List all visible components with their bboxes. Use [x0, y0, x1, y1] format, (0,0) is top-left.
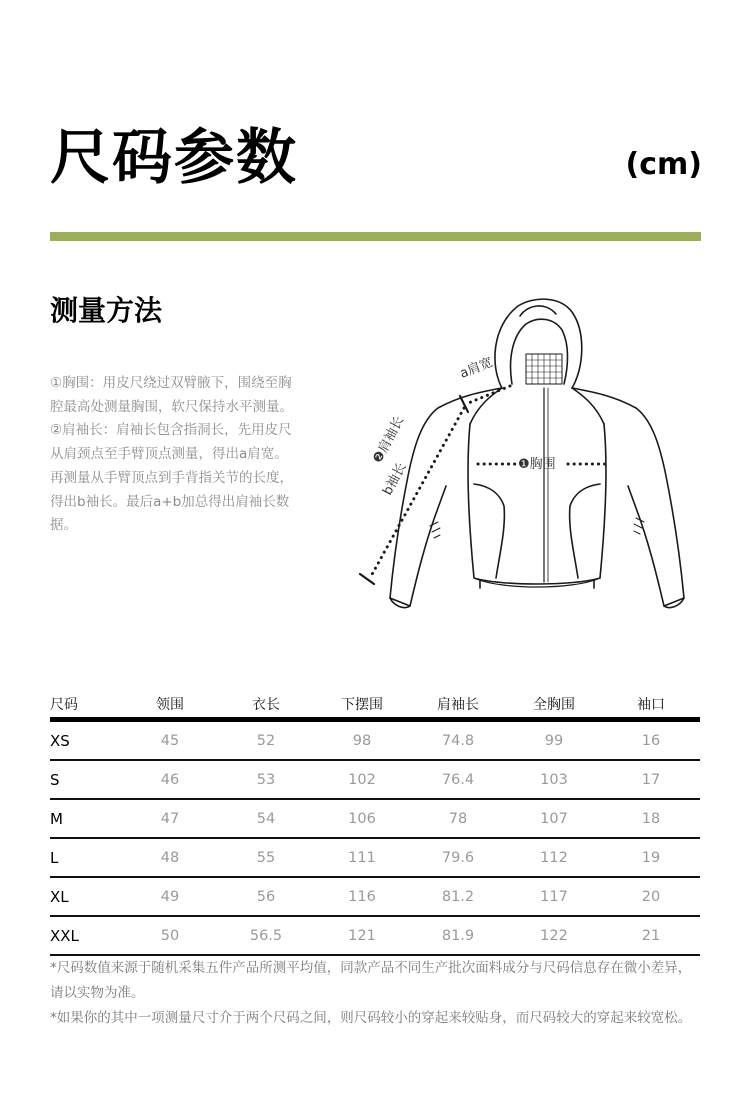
header-cell: 肩袖长	[437, 696, 479, 713]
table-cell: 21	[641, 927, 661, 944]
label-chest: ❶胸围	[518, 457, 556, 472]
table-cell: 18	[641, 810, 661, 827]
table-cell: 116	[348, 888, 376, 905]
hood-outline	[495, 299, 582, 388]
table-cell: 117	[540, 888, 568, 905]
table-row	[50, 722, 700, 761]
table-cell: 53	[256, 771, 276, 788]
hood-inner	[511, 319, 568, 384]
table-header	[50, 690, 700, 722]
size-cell: XS	[50, 731, 70, 750]
table-cell: 107	[540, 810, 568, 827]
table-cell: 47	[160, 810, 180, 827]
table-row	[50, 800, 700, 839]
table-cell: 50	[160, 927, 180, 944]
instruction-chest: ①胸围：用皮尺绕过双臂腋下，围绕至胸腔最高处测量胸围，软尺保持水平测量。	[50, 375, 293, 415]
footnote: *如果你的其中一项测量尺寸介于两个尺码之间，则尺码较小的穿起来较贴身，而尺码较大的穿起来较宽松。	[50, 1010, 692, 1026]
header-cell: 尺码	[50, 696, 78, 713]
header-cell: 袖口	[637, 696, 665, 713]
table-cell: 102	[348, 771, 376, 788]
table-cell: 45	[160, 732, 180, 749]
section-title: 测量方法	[50, 294, 163, 327]
table-cell: 55	[256, 849, 276, 866]
table-cell: 79.6	[441, 849, 475, 866]
measurement-instructions	[50, 372, 295, 538]
table-cell: 106	[348, 810, 376, 827]
header-cell: 全胸围	[533, 696, 575, 713]
table-cell: 121	[348, 927, 376, 944]
footnote: *尺码数值来源于随机采集五件产品所测平均值，同款产品不同生产批次面料成分与尺码信息存在微小差异，请以实物为准。	[50, 960, 692, 1001]
table-row	[50, 878, 700, 917]
table-cell: 54	[256, 810, 276, 827]
instruction-shoulder-sleeve: ②肩袖长：肩袖长包含指洞长，先用皮尺从肩颈点至手臂顶点测量，得出a肩宽。再测量从手臂顶点到手背指关节的长度，得出b袖长。最后a+b加总得出肩袖长数据。	[50, 422, 293, 534]
size-cell: S	[50, 770, 60, 789]
table-row	[50, 917, 700, 956]
table-row	[50, 839, 700, 878]
size-table	[50, 690, 700, 956]
table-cell: 122	[540, 927, 568, 944]
header-cell: 衣长	[252, 696, 280, 713]
table-cell: 49	[160, 888, 180, 905]
table-cell: 81.2	[441, 888, 475, 905]
size-cell: L	[50, 848, 59, 867]
label-b-sleeve: b袖长	[380, 460, 410, 498]
table-cell: 56	[256, 888, 276, 905]
table-cell: 56.5	[249, 927, 283, 944]
table-cell: 48	[160, 849, 180, 866]
table-row	[50, 761, 700, 800]
jacket-diagram	[350, 296, 700, 616]
table-cell: 17	[641, 771, 661, 788]
unit-label: (cm)	[625, 147, 702, 182]
table-cell: 16	[641, 732, 661, 749]
table-cell: 112	[540, 849, 568, 866]
table-cell: 46	[160, 771, 180, 788]
table-cell: 19	[641, 849, 661, 866]
table-cell: 98	[352, 732, 372, 749]
page-title: 尺码参数	[50, 123, 298, 193]
header-cell: 领围	[156, 696, 184, 713]
table-cell: 76.4	[441, 771, 475, 788]
table-cell: 99	[544, 732, 564, 749]
footnotes	[50, 956, 702, 1031]
table-cell: 103	[540, 771, 568, 788]
size-cell: M	[50, 809, 63, 828]
table-cell: 111	[348, 849, 376, 866]
table-cell: 52	[256, 732, 276, 749]
label-shoulder-sleeve: ❷肩袖长	[370, 414, 408, 466]
table-cell: 78	[448, 810, 468, 827]
size-cell: XXL	[50, 926, 79, 945]
size-cell: XL	[50, 887, 69, 906]
table-cell: 20	[641, 888, 661, 905]
divider-bar	[50, 232, 701, 241]
header-cell: 下摆围	[341, 696, 383, 713]
table-cell: 74.8	[441, 732, 475, 749]
body-outline	[390, 388, 502, 606]
table-cell: 81.9	[441, 927, 475, 944]
label-a-shoulder: a肩宽	[457, 355, 495, 382]
